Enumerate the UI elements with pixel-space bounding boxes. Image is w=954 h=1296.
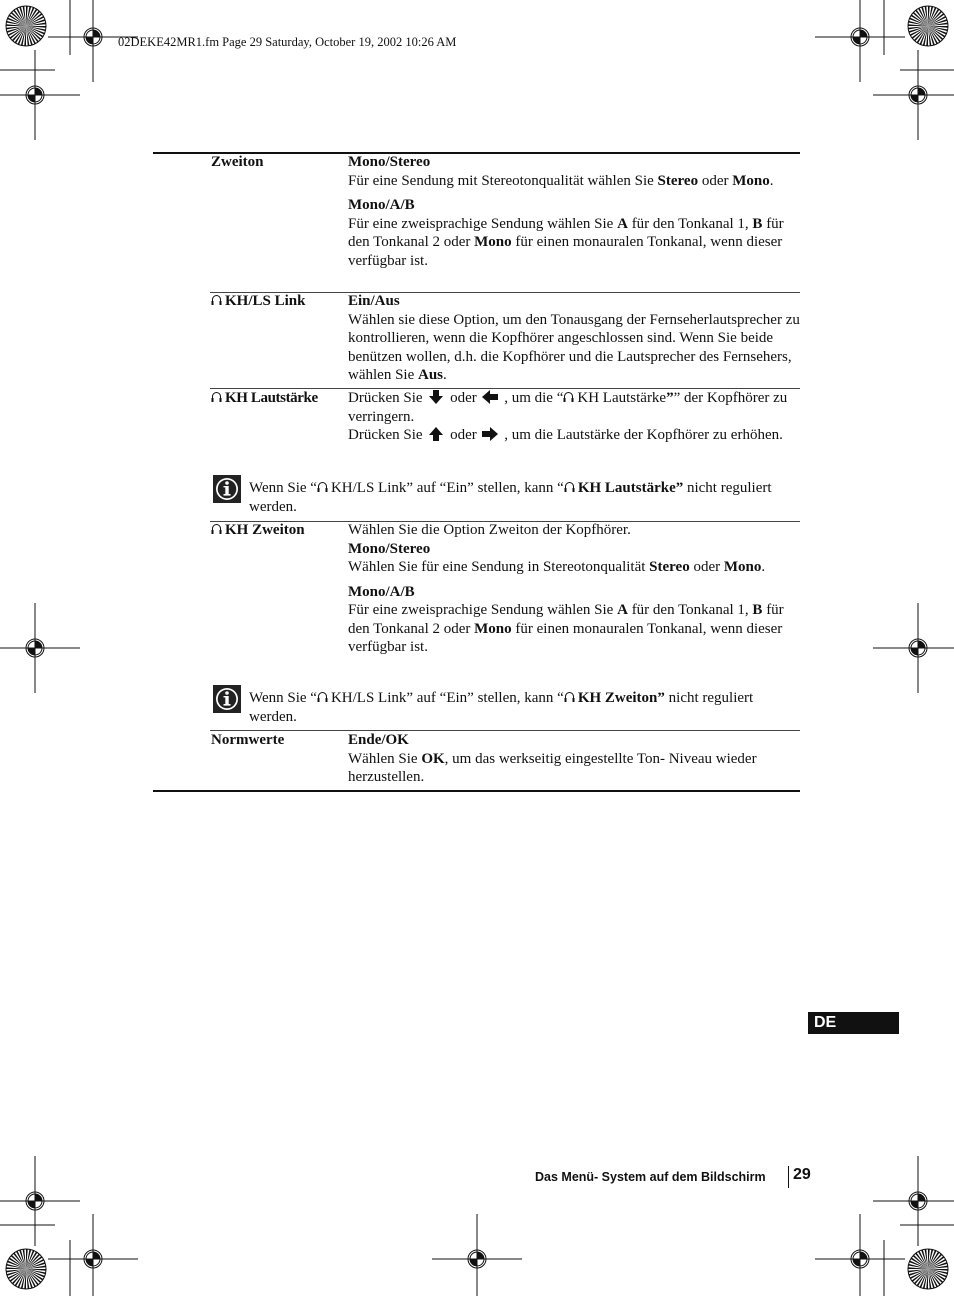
- option-title: Mono/A/B: [348, 197, 415, 213]
- note-kh-lautstaerke: Wenn Sie “ KH/LS Link” auf “Ein” stellen, kann “ KH Lautstärke” nicht reguliert werden.: [249, 480, 772, 515]
- option-title: Mono/A/B: [348, 583, 415, 600]
- sunburst-bottom-left: [6, 1249, 46, 1289]
- row-content-kh-zweiton: Wählen Sie die Option Zweiton der Kopfhörer. Mono/Stereo Wählen Sie für eine Sendung in Stereotonqualität Stereo oder Mono. Mono/A/B Für eine zweisprachige Sendung wählen Sie A für den Tonkanal 1, B für den Tonkanal 2 oder Mono für einen monauralen Tonkanal, wenn dieser verfügbar ist.: [348, 522, 784, 655]
- row-content-kh-ls-link: Ein/Aus Wählen sie diese Option, um den Tonausgang der Fernseherlautsprecher zu kontrollieren, wenn die Kopfhörer angeschlossen sind. Wenn Sie beide benützen wollen, d.h. die Kopfhörer und die Lautsprecher des Fernsehers, wählen Sie Aus.: [348, 293, 800, 383]
- table-bottom-rule: [153, 790, 800, 792]
- file-info-header: 02DEKE42MR1.fm Page 29 Saturday, October 19, 2002 10:26 AM: [118, 35, 457, 49]
- headphone-icon: [211, 523, 222, 535]
- note-kh-zweiton: Wenn Sie “ KH/LS Link” auf “Ein” stellen, kann “ KH Zweiton” nicht reguliert werden.: [249, 690, 754, 725]
- row-label-kh-lautstaerke: KH Lautstärke: [211, 389, 318, 407]
- headphone-icon: [317, 691, 328, 703]
- headphone-icon: [211, 391, 222, 403]
- row-label-kh-ls-link: KH/LS Link: [211, 292, 305, 310]
- headphone-icon: [564, 481, 575, 493]
- headphone-icon: [211, 294, 222, 306]
- arrow-right-icon: [482, 427, 498, 441]
- option-title: Mono/Stereo: [348, 540, 431, 557]
- info-icon: [213, 475, 241, 503]
- row-label-kh-zweiton: KH Zweiton: [211, 521, 305, 539]
- arrow-down-icon: [428, 390, 444, 404]
- headphone-icon: [564, 691, 575, 703]
- row-label-normwerte: Normwerte: [211, 732, 285, 748]
- footer-section-title: Das Menü- System auf dem Bildschirm: [535, 1170, 766, 1184]
- row-label-zweiton: Zweiton: [211, 154, 264, 170]
- headphone-icon: [317, 481, 328, 493]
- sunburst-top-left: [6, 6, 46, 46]
- language-badge: DE: [808, 1012, 899, 1034]
- arrow-left-icon: [482, 390, 498, 404]
- row-content-normwerte: Ende/OK Wählen Sie OK, um das werkseitig eingestellte Ton- Niveau wieder herzustellen.: [348, 732, 757, 785]
- page-number: 29: [793, 1166, 811, 1183]
- sunburst-bottom-right: [908, 1249, 948, 1289]
- sunburst-top-right: [908, 6, 948, 46]
- option-title: Ein/Aus: [348, 293, 400, 309]
- option-title: Ende/OK: [348, 732, 409, 748]
- row-content-zweiton: Mono/Stereo Für eine Sendung mit Stereotonqualität wählen Sie Stereo oder Mono. Mono/A/B Für eine zweisprachige Sendung wählen Sie A für den Tonkanal 1, B für den Tonkanal 2 oder Mono für einen monauralen Tonkanal, wenn dieser verfügbar ist.: [348, 154, 784, 269]
- headphone-icon: [563, 391, 574, 403]
- footer-divider: [788, 1166, 789, 1188]
- info-icon: [213, 685, 241, 713]
- row-content-kh-lautstaerke: Drücken Sie oder , um die “ KH Lautstärke”” der Kopfhörer zu verringern. Drücken Sie oder , um die Lautstärke der Kopfhörer zu erhöhen.: [348, 390, 788, 443]
- option-title: Mono/Stereo: [348, 154, 431, 170]
- arrow-up-icon: [428, 427, 444, 441]
